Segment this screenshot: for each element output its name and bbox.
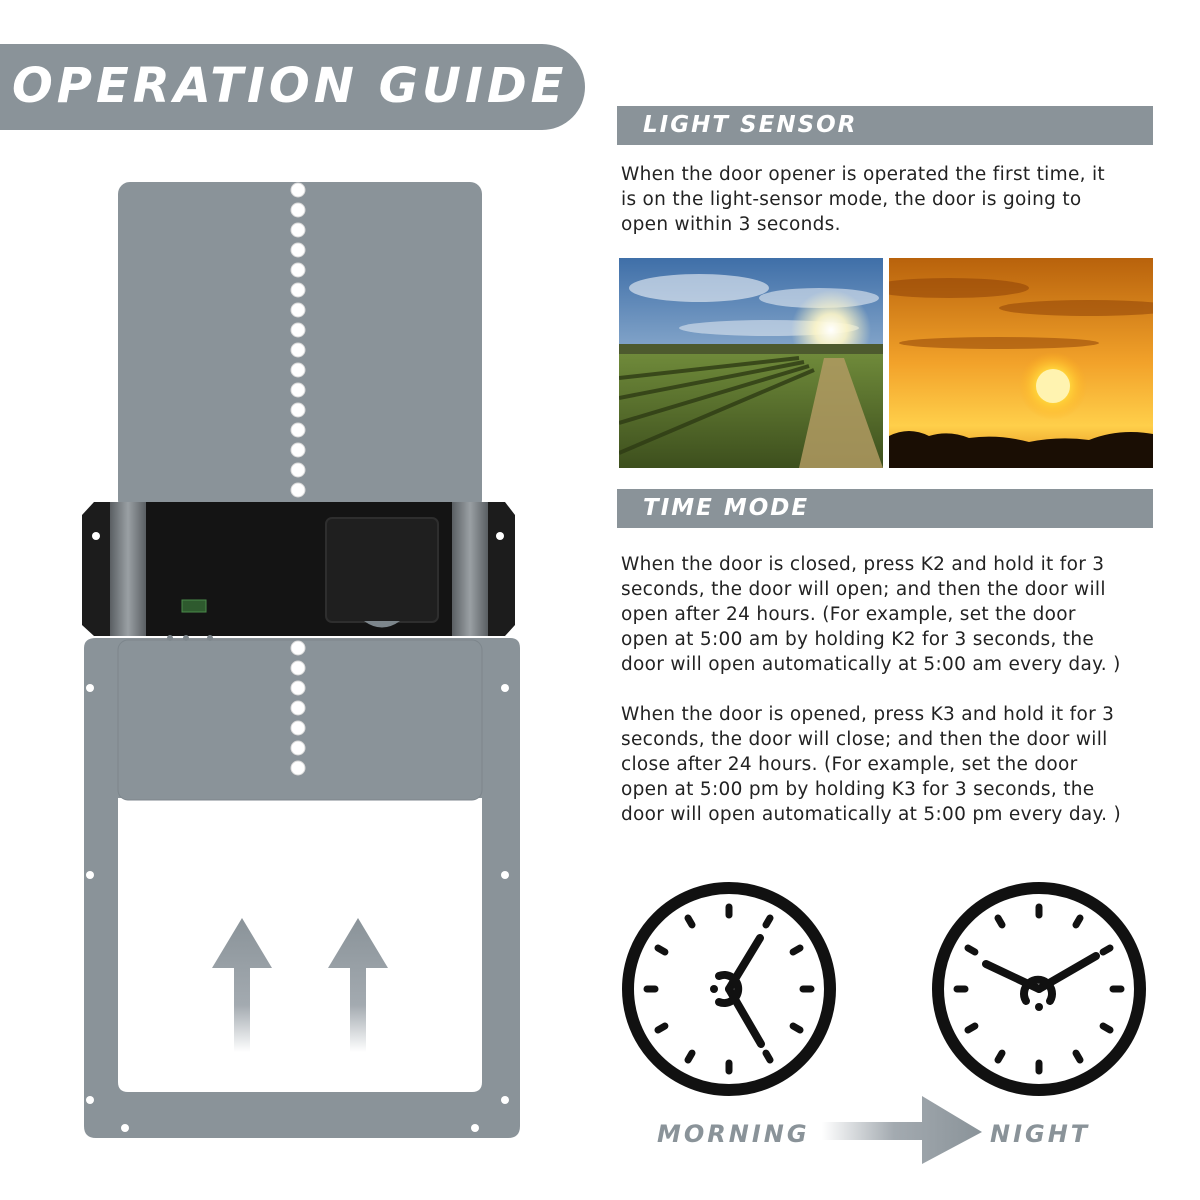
clock-tick — [688, 918, 692, 925]
text-line: seconds, the door will open; and then the door will — [621, 579, 1106, 600]
page-title: OPERATION GUIDE — [12, 58, 568, 114]
right-clamp — [452, 502, 488, 636]
daytime-photo — [619, 258, 883, 468]
night-clock-icon — [930, 880, 1148, 1098]
clock-tick — [793, 1026, 800, 1030]
clock-tick — [1076, 1053, 1080, 1060]
night-label: NIGHT — [990, 1120, 1091, 1148]
sunset-photo — [889, 258, 1153, 468]
time-mode-open-description — [621, 552, 1181, 677]
text-line: open after 24 hours. (For example, set the door — [621, 604, 1076, 625]
light-sensor-description — [621, 162, 1181, 237]
clock-tick — [793, 948, 800, 952]
battery-cover — [326, 518, 438, 622]
text-line: open within 3 seconds. — [621, 214, 841, 235]
morning-label: MORNING — [657, 1120, 810, 1148]
text-line: When the door is opened, press K3 and hold it for 3 — [621, 704, 1115, 725]
clock-tick — [968, 1026, 975, 1030]
door-opener-illustration — [78, 178, 528, 1143]
clock-tick — [766, 1053, 770, 1060]
clock-tick — [766, 918, 770, 925]
clock-tick — [998, 918, 1002, 925]
clock-tick — [968, 948, 975, 952]
clock-tick — [658, 1026, 665, 1030]
time-mode-close-description — [621, 702, 1181, 827]
clock-tick — [1103, 948, 1110, 952]
right-arrow-icon — [822, 1094, 984, 1166]
text-line: When the door opener is operated the first time, it — [621, 164, 1105, 185]
text-line: is on the light-sensor mode, the door is going to — [621, 189, 1082, 210]
text-line: close after 24 hours. (For example, set the door — [621, 754, 1078, 775]
text-line: seconds, the door will close; and then the door will — [621, 729, 1108, 750]
status-led — [182, 600, 206, 612]
text-line: When the door is closed, press K2 and hold it for 3 — [621, 554, 1105, 575]
text-line: open at 5:00 pm by holding K3 for 3 seconds, the — [621, 779, 1095, 800]
time-mode-header — [617, 489, 1153, 528]
text-line: door will open automatically at 5:00 am every day. ) — [621, 654, 1121, 675]
time-mode-heading: TIME MODE — [643, 495, 810, 521]
open-direction-arrows — [212, 918, 388, 1052]
text-line: open at 5:00 am by holding K2 for 3 seconds, the — [621, 629, 1095, 650]
clock-tick — [688, 1053, 692, 1060]
light-sensor-header — [617, 106, 1153, 145]
morning-clock-icon — [620, 880, 838, 1098]
light-sensor-heading: LIGHT SENSOR — [643, 112, 858, 138]
text-line: door will open automatically at 5:00 pm every day. ) — [621, 804, 1122, 825]
clock-tick — [1103, 1026, 1110, 1030]
title-banner — [0, 44, 585, 130]
left-clamp — [110, 502, 146, 636]
clock-tick — [1076, 918, 1080, 925]
clock-tick — [658, 948, 665, 952]
clock-tick — [998, 1053, 1002, 1060]
